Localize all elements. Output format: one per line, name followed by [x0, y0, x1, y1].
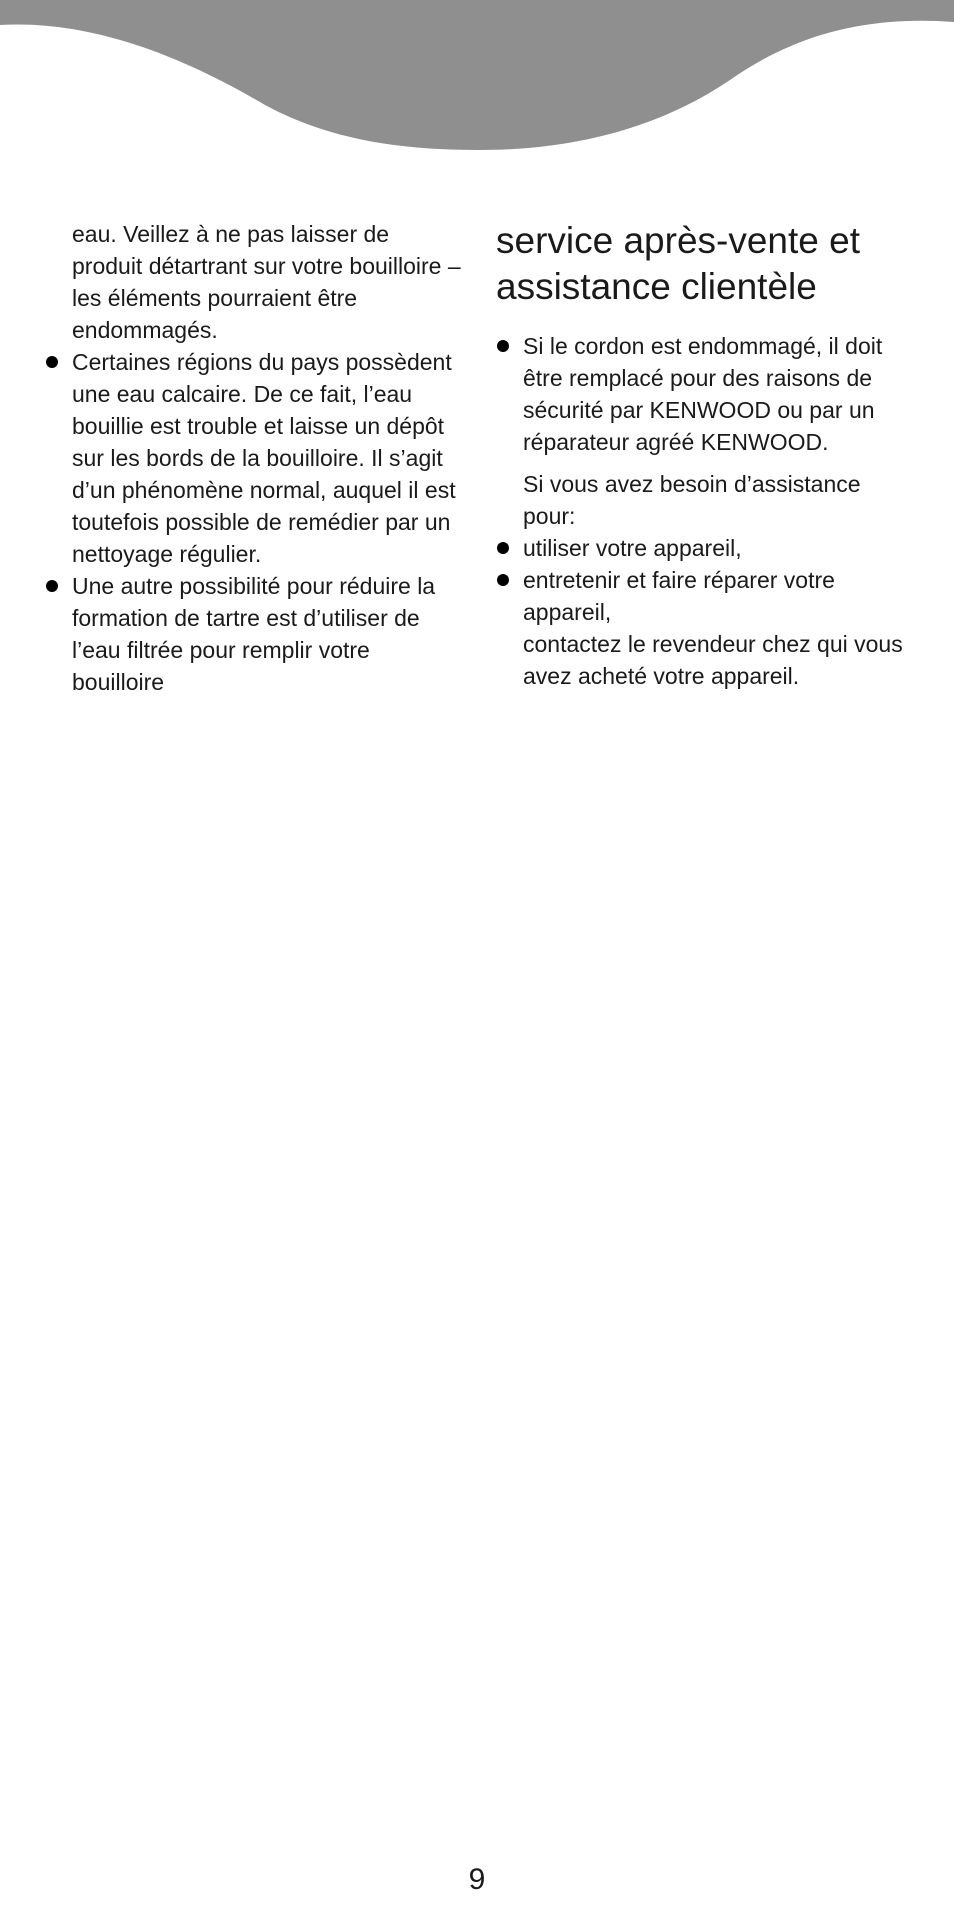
bullet-text: utiliser votre appareil, — [523, 535, 742, 561]
bullet-item-maintain-appliance — [496, 564, 916, 628]
bullet-item-use-appliance — [496, 532, 916, 564]
left-column — [45, 218, 465, 698]
bullet-text: Si le cordon est endommagé, il doit être remplacé pour des raisons de sécurité par KENWOOD ou par un réparateur agréé KENWOOD. — [523, 333, 883, 455]
page-number: 9 — [468, 1863, 486, 1896]
assistance-intro: Si vous avez besoin d’assistance pour: — [523, 471, 861, 529]
header-wave-band — [0, 0, 954, 160]
right-column — [496, 218, 916, 692]
continuation-paragraph: eau. Veillez à ne pas laisser de produit détartrant sur votre bouilloire – les éléments pourraient être endommagés. — [72, 221, 461, 343]
bullet-item-cord — [496, 330, 916, 458]
bullet-text: Certaines régions du pays possèdent une eau calcaire. De ce fait, l’eau bouillie est trouble et laisse un dépôt sur les bords de la bouilloire. Il s’agit d’un phénomène normal, auquel il est toutefois possible de remédier par un nettoyage régulier. — [72, 349, 456, 567]
bullet-dot-icon — [497, 340, 509, 352]
bullet-item-hard-water — [45, 346, 465, 570]
section-heading: service après-vente et assistance clientèle — [496, 220, 861, 307]
bullet-text: entretenir et faire réparer votre appareil, — [523, 567, 835, 625]
contact-text: contactez le revendeur chez qui vous avez acheté votre appareil. — [523, 631, 903, 689]
bullet-dot-icon — [46, 356, 58, 368]
bullet-dot-icon — [46, 580, 58, 592]
bullet-dot-icon — [497, 574, 509, 586]
bullet-text: Une autre possibilité pour réduire la formation de tartre est d’utiliser de l’eau filtrée pour remplir votre bouilloire — [72, 573, 436, 695]
header-wave-shape — [0, 0, 954, 150]
bullet-item-filtered-water — [45, 570, 465, 698]
bullet-dot-icon — [497, 542, 509, 554]
